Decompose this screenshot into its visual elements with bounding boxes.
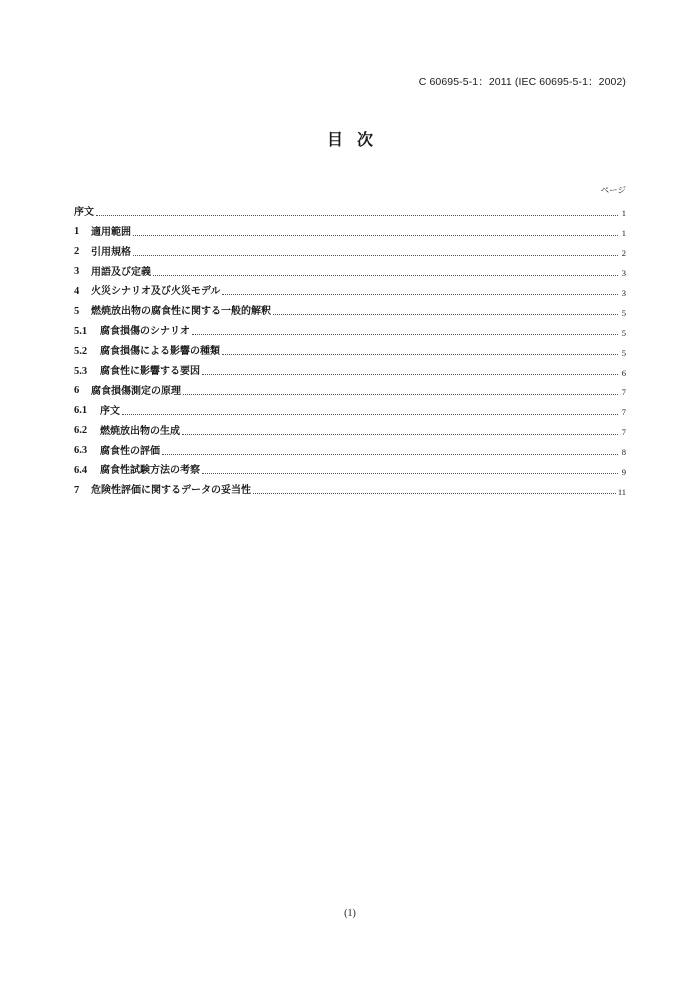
- toc-entry-title: 腐食性に影響する要因: [100, 366, 200, 378]
- toc-leader-dots: [202, 472, 618, 474]
- toc-entry[interactable]: [74, 218, 626, 238]
- toc-leader-dots: [122, 413, 618, 415]
- toc-leader-dots: [202, 373, 618, 375]
- toc-leader-dots: [222, 293, 618, 295]
- toc-entry-number: 6: [74, 385, 80, 397]
- toc-entry-title: 適用範囲: [91, 226, 131, 238]
- toc-leader-dots: [182, 433, 618, 435]
- toc-entry-number: 6.4: [74, 464, 88, 476]
- toc-leader-dots: [183, 393, 618, 395]
- toc-entry-number: 3: [74, 266, 80, 278]
- toc-leader-dots: [273, 313, 618, 315]
- toc-entry-number: 6.3: [74, 445, 88, 457]
- toc-entry-title: 腐食損傷による影響の種類: [100, 346, 220, 358]
- toc-entry[interactable]: [74, 377, 626, 397]
- toc-entry-number: 5.2: [74, 345, 88, 357]
- toc-entry[interactable]: [74, 238, 626, 258]
- toc-entry[interactable]: [74, 437, 626, 457]
- toc-entry-number: 1: [74, 226, 80, 238]
- toc-entry[interactable]: [74, 417, 626, 437]
- toc-entry-page: 1: [621, 208, 626, 219]
- toc-entry[interactable]: [74, 397, 626, 417]
- toc-leader-dots: [133, 234, 618, 236]
- toc-entry[interactable]: [74, 317, 626, 337]
- toc-entry-title: 腐食性の評価: [100, 445, 160, 457]
- toc-leader-dots: [162, 453, 618, 455]
- toc-leader-dots: [153, 274, 618, 276]
- toc-entry-page: 5: [621, 347, 626, 358]
- toc-leader-dots: [133, 254, 618, 256]
- toc-entry[interactable]: [74, 457, 626, 477]
- toc-entry-number: 7: [74, 484, 80, 496]
- toc-entry-page: 8: [621, 447, 626, 458]
- toc-entry-page: 11: [617, 486, 626, 497]
- toc-entry-title: 序文: [74, 206, 94, 218]
- toc-entry-title: 腐食性試験方法の考察: [100, 465, 200, 477]
- toc-entry[interactable]: [74, 297, 626, 317]
- toc-leader-dots: [192, 333, 618, 335]
- toc-entry-number: 6.1: [74, 405, 88, 417]
- page-column-label: ページ: [600, 186, 626, 196]
- toc-entry-title: 火災シナリオ及び火災モデル: [91, 286, 221, 298]
- toc-entry-page: 6: [621, 367, 626, 378]
- toc-entry-page: 9: [621, 466, 626, 477]
- toc-entry-number: 4: [74, 285, 80, 297]
- toc-entry-title: 燃焼放出物の腐食性に関する一般的解釈: [91, 306, 271, 318]
- toc-entry-page: 2: [621, 248, 626, 259]
- toc-entry-page: 5: [621, 307, 626, 318]
- toc-entry-number: 6.2: [74, 425, 88, 437]
- toc-leader-dots: [222, 353, 618, 355]
- toc-entry-page: 3: [621, 268, 626, 279]
- table-of-contents: [74, 198, 626, 496]
- standard-code: C 60695-5-1：2011 (IEC 60695-5-1：2002): [418, 76, 626, 88]
- toc-entry-title: 燃焼放出物の生成: [100, 425, 180, 437]
- toc-entry-page: 7: [621, 427, 626, 438]
- toc-entry[interactable]: [74, 476, 626, 496]
- footer-page-number: (1): [344, 908, 356, 919]
- toc-entry-title: 腐食損傷のシナリオ: [100, 326, 190, 338]
- toc-entry-title: 危険性評価に関するデータの妥当性: [91, 485, 251, 497]
- toc-entry[interactable]: [74, 198, 626, 218]
- toc-entry-number: 5: [74, 305, 80, 317]
- toc-leader-dots: [96, 214, 618, 216]
- toc-leader-dots: [253, 492, 616, 494]
- toc-entry[interactable]: [74, 278, 626, 298]
- toc-entry-page: 7: [621, 407, 626, 418]
- toc-entry[interactable]: [74, 337, 626, 357]
- toc-entry[interactable]: [74, 357, 626, 377]
- page-title: 目次: [326, 130, 387, 149]
- toc-entry-page: 1: [621, 228, 626, 239]
- toc-entry-number: 5.1: [74, 325, 88, 337]
- toc-entry-title: 序文: [100, 405, 120, 417]
- toc-entry-number: 2: [74, 246, 80, 258]
- toc-entry-page: 5: [621, 327, 626, 338]
- toc-entry-number: 5.3: [74, 365, 88, 377]
- toc-entry-title: 引用規格: [91, 246, 131, 258]
- toc-entry-title: 用語及び定義: [91, 266, 151, 278]
- toc-entry-page: 7: [621, 387, 626, 398]
- toc-entry-title: 腐食損傷測定の原理: [91, 385, 181, 397]
- toc-entry-page: 3: [621, 287, 626, 298]
- toc-entry[interactable]: [74, 258, 626, 278]
